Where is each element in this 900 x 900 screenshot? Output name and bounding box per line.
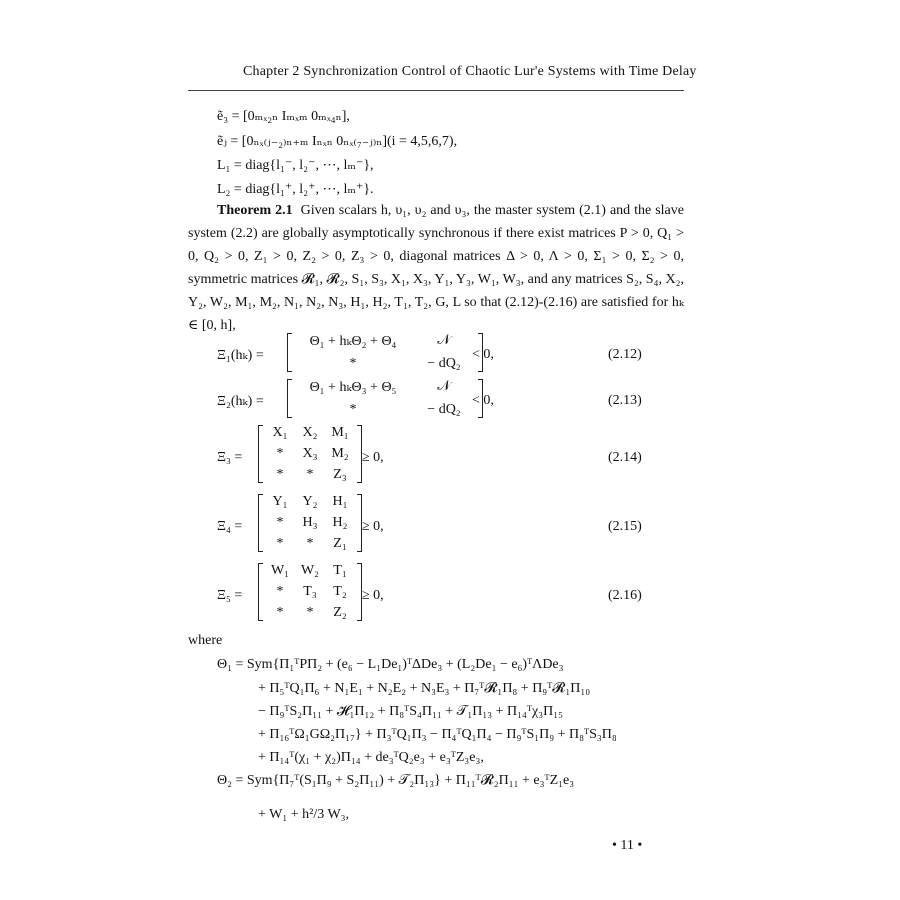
eq-2-16-cell: * [306, 605, 314, 620]
theta1-line-4: + Π₁₆ᵀΩ₁GΩ₂Π₁₇} + Π₃ᵀQ₁Π₃ − Π₄ᵀQ₁Π₄ − Π₉ᵀS₁Π₉ + Π₈ᵀS₃Π₈ [258, 727, 617, 742]
theta1-line-3: − Π₉ᵀS₂Π₁₁ + 𝓗₁Π₁₂ + Π₈ᵀS₄Π₁₁ + 𝒯₁Π₁₃ + Π₁₄ᵀχ₃Π₁₅ [258, 704, 563, 719]
eq-2-13-cell: 𝒩 [437, 379, 451, 394]
theorem-label: Theorem 2.1 [217, 203, 293, 218]
header-rule [188, 90, 684, 91]
eq-2-16-cell: T₂ [333, 584, 347, 599]
eq-2-15-cell: * [276, 536, 284, 551]
eq-2-15-matrix [258, 494, 362, 552]
eq-2-12-cell: * [349, 356, 357, 371]
eq-2-13-matrix [287, 379, 483, 418]
theorem-text: Given scalars h, υ₁, υ₂ and υ₃, the master system (2.1) and the slave system (2.2) are globally asymptotically synchronous if there exist matrices P > 0, Q₁ > 0, Q₂ > 0, Z₁ > 0, Z₂ > 0, Z₃ > 0, diagonal matrices Δ > 0, Λ > 0, Σ₁ > 0, Σ₂ > 0, symmetric matrices 𝓡₁, 𝓡₂, S₁, S₃, X₁, X₃, Y₁, Y₃, W₁, W₃, and any matrices S₂, S₄, X₂, Y₂, W₂, M₁, M₂, N₁, N₂, N₃, H₁, H₂, T₁, T₂, G, L so that (2.12)-(2.16) are satisfied for hₖ ∈ [0, h], [188, 203, 684, 333]
eq-2-14-tail: ≥ 0, [362, 450, 384, 465]
eq-2-16-cell: Z₂ [333, 605, 347, 620]
eq-2-12-cell: − dQ₂ [427, 356, 461, 371]
def-ej: ẽⱼ = [0ₙₓ₍ⱼ₋₂₎ₙ₊ₘ Iₙₓₙ 0ₙₓ₍₇₋ⱼ₎ₙ](i = 4,5,6,7), [217, 134, 458, 149]
eq-2-15-cell: Y₁ [272, 494, 288, 509]
eq-2-14-matrix [258, 425, 362, 483]
eq-2-14-cell: * [276, 467, 284, 482]
eq-2-14-cell: M₁ [331, 425, 349, 440]
eq-2-14-cell: * [306, 467, 314, 482]
def-L2: L₂ = diag{l₁⁺, l₂⁺, ⋯, lₘ⁺}. [217, 182, 374, 197]
eq-2-15-cell: H₁ [332, 494, 348, 509]
eq-2-15-cell: * [306, 536, 314, 551]
eq-2-12-matrix [287, 333, 483, 372]
eq-2-14-lhs: Ξ₃ = [217, 450, 243, 465]
eq-2-14-cell: X₂ [302, 425, 318, 440]
eq-2-16-cell: T₃ [303, 584, 317, 599]
theta1-line-1: Θ₁ = Sym{Π₁ᵀPΠ₂ + (e₆ − L₁De₁)ᵀΔDe₃ + (L₂De₁ − e₆)ᵀΛDe₃ [217, 657, 564, 672]
eq-2-13-lhs: Ξ₂(hₖ) = [217, 394, 264, 409]
eq-2-14-number: (2.14) [608, 450, 642, 465]
def-e3: ẽ₃ = [0ₘₓ₂ₙ Iₘₓₘ 0ₘₓ₄ₙ], [217, 109, 350, 124]
eq-2-13-cell: − dQ₂ [427, 402, 461, 417]
eq-2-12-tail: < 0, [472, 347, 494, 362]
theorem-paragraph [188, 199, 684, 337]
eq-2-16-cell: W₁ [270, 563, 290, 578]
eq-2-16-cell: * [276, 584, 284, 599]
theta2-line-1: Θ₂ = Sym{Π₇ᵀ(S₁Π₉ + S₂Π₁₁) + 𝒯₂Π₁₃} + Π₁₁ᵀ𝓡₂Π₁₁ + e₃ᵀZ₁e₃ [217, 773, 575, 788]
def-L1: L₁ = diag{l₁⁻, l₂⁻, ⋯, lₘ⁻}, [217, 158, 374, 173]
eq-2-16-cell: T₁ [333, 563, 347, 578]
eq-2-16-cell: W₂ [300, 563, 320, 578]
eq-2-14-cell: X₃ [302, 446, 318, 461]
eq-2-13-cell: Θ₁ + hₖΘ₃ + Θ₅ [309, 380, 397, 395]
theta1-line-5: + Π₁₄ᵀ(χ₁ + χ₂)Π₁₄ + de₃ᵀQ₂e₃ + e₃ᵀZ₃e₃, [258, 750, 484, 765]
eq-2-15-cell: H₂ [332, 515, 348, 530]
theta1-line-2: + Π₅ᵀQ₁Π₆ + N₁E₁ + N₂E₂ + N₃E₃ + Π₇ᵀ𝓡₁Π₈ + Π₉ᵀ𝓡₁Π₁₀ [258, 681, 591, 696]
eq-2-15-cell: * [276, 515, 284, 530]
page-number: • 11 • [612, 838, 643, 853]
eq-2-14-cell: Z₃ [333, 467, 347, 482]
eq-2-15-lhs: Ξ₄ = [217, 519, 243, 534]
eq-2-16-lhs: Ξ₅ = [217, 588, 243, 603]
running-header: Chapter 2 Synchronization Control of Chaotic Lur'e Systems with Time Delay [243, 64, 697, 79]
eq-2-12-cell: Θ₁ + hₖΘ₂ + Θ₄ [309, 334, 397, 349]
eq-2-13-tail: < 0, [472, 393, 494, 408]
eq-2-13-number: (2.13) [608, 393, 642, 408]
eq-2-14-cell: M₂ [331, 446, 349, 461]
eq-2-15-cell: Y₂ [302, 494, 318, 509]
eq-2-16-number: (2.16) [608, 588, 642, 603]
eq-2-12-cell: 𝒩 [437, 333, 451, 348]
eq-2-12-number: (2.12) [608, 347, 642, 362]
eq-2-16-tail: ≥ 0, [362, 588, 384, 603]
eq-2-14-cell: * [276, 446, 284, 461]
eq-2-13-cell: * [349, 402, 357, 417]
eq-2-16-cell: * [276, 605, 284, 620]
eq-2-15-tail: ≥ 0, [362, 519, 384, 534]
theta2-line-2: + W₁ + h²/3 W₃, [258, 807, 350, 822]
eq-2-15-number: (2.15) [608, 519, 642, 534]
eq-2-16-matrix [258, 563, 362, 621]
eq-2-12-lhs: Ξ₁(hₖ) = [217, 348, 264, 363]
eq-2-15-cell: Z₁ [333, 536, 347, 551]
eq-2-14-cell: X₁ [272, 425, 288, 440]
where-label: where [188, 633, 223, 648]
eq-2-15-cell: H₃ [302, 515, 318, 530]
